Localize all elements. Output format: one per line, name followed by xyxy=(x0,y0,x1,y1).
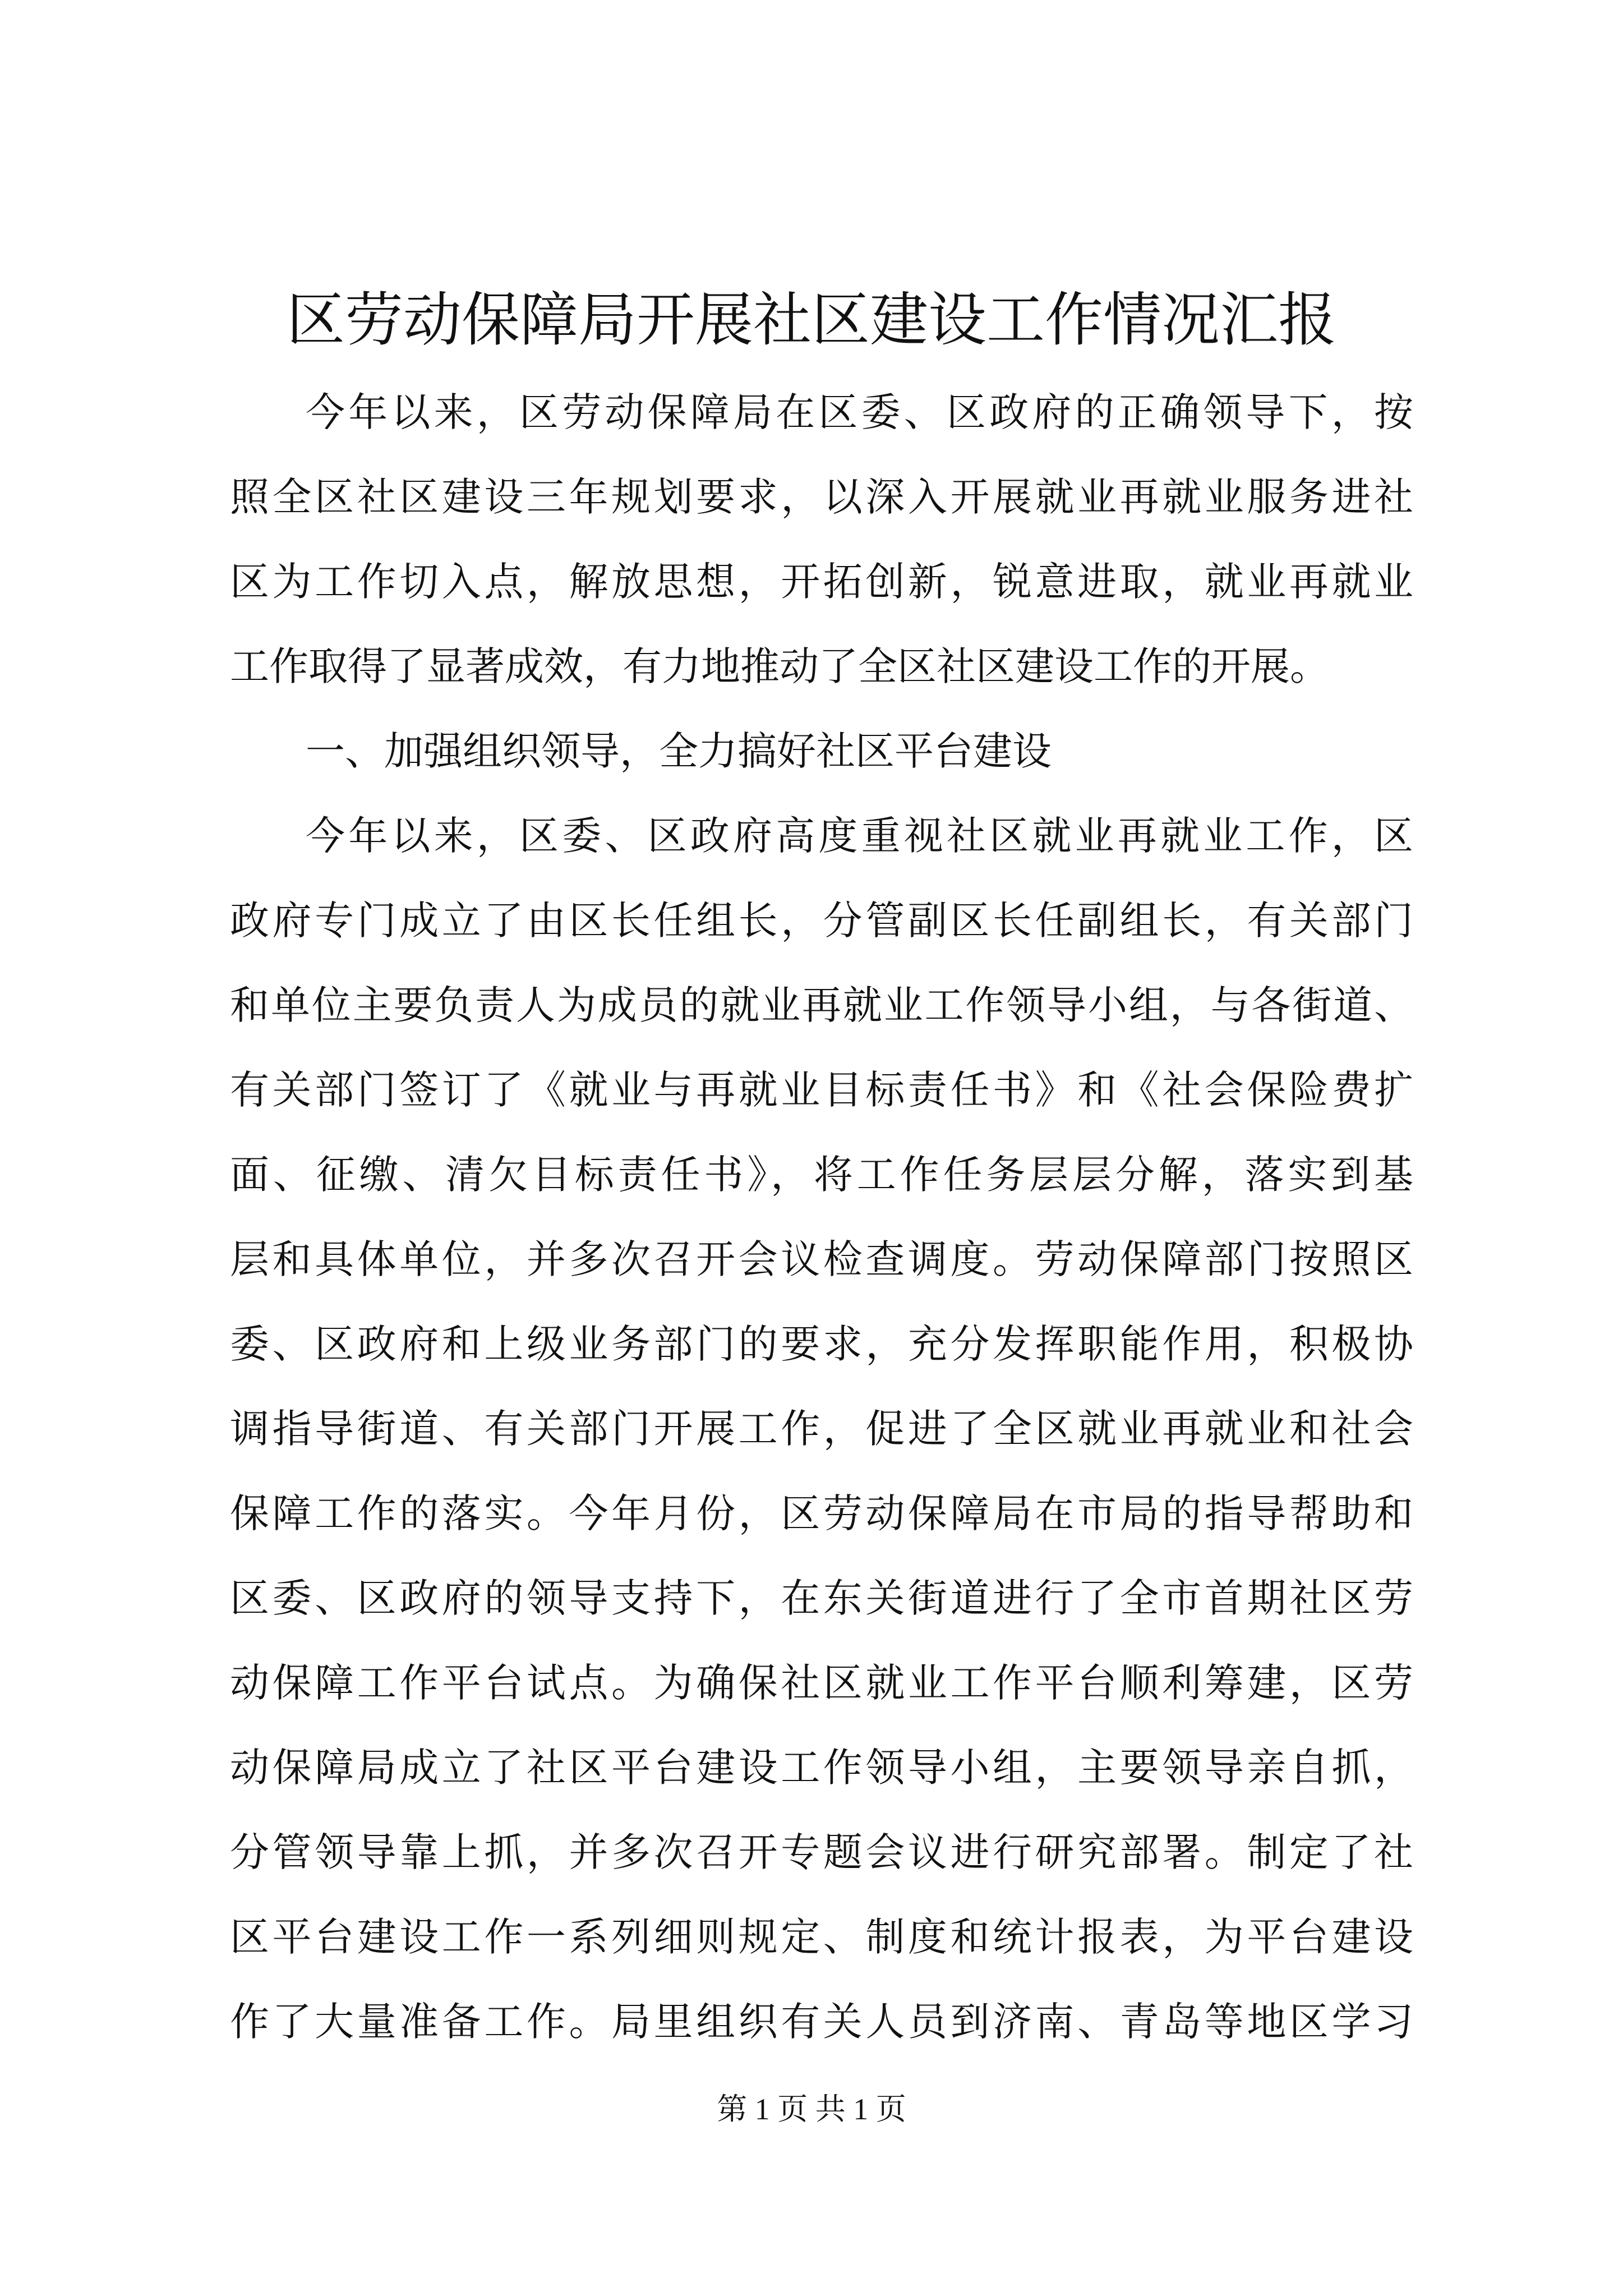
body-line: 今年以来，区劳动保障局在区委、区政府的正确领导下，按 xyxy=(306,389,1413,435)
body-line: 分管领导靠上抓，并多次召开专题会议进行研究部署。制定了社 xyxy=(230,1829,1413,1875)
body-line: 工作取得了显著成效，有力地推动了全区社区建设工作的开展。 xyxy=(230,643,1329,689)
body-line: 面、征缴、清欠目标责任书》，将工作任务层层分解，落实到基 xyxy=(230,1152,1413,1198)
body-line: 政府专门成立了由区长任组长，分管副区长任副组长，有关部门 xyxy=(230,898,1413,944)
body-line: 区为工作切入点，解放思想，开拓创新，锐意进取，就业再就业 xyxy=(230,559,1413,605)
body-line: 区平台建设工作一系列细则规定、制度和统计报表，为平台建设 xyxy=(230,1914,1413,1960)
body-line: 层和具体单位，并多次召开会议检查调度。劳动保障部门按照区 xyxy=(230,1236,1413,1282)
body-line: 和单位主要负责人为成员的就业再就业工作领导小组，与各街道、 xyxy=(230,982,1413,1028)
body-line: 今年以来，区委、区政府高度重视社区就业再就业工作，区 xyxy=(306,813,1413,859)
body-line: 动保障局成立了社区平台建设工作领导小组，主要领导亲自抓， xyxy=(230,1745,1413,1791)
body-line: 保障工作的落实。今年月份，区劳动保障局在市局的指导帮助和 xyxy=(230,1490,1413,1536)
body-line: 委、区政府和上级业务部门的要求，充分发挥职能作用，积极协 xyxy=(230,1321,1413,1367)
body-line: 作了大量准备工作。局里组织有关人员到济南、青岛等地区学习 xyxy=(230,1999,1413,2045)
page-footer: 第 1 页 共 1 页 xyxy=(717,2092,906,2126)
body-line: 区委、区政府的领导支持下，在东关街道进行了全市首期社区劳 xyxy=(230,1575,1413,1621)
section-heading: 一、加强组织领导，全力搞好社区平台建设 xyxy=(306,728,1052,774)
body-line: 调指导街道、有关部门开展工作，促进了全区就业再就业和社会 xyxy=(230,1406,1413,1452)
document-title: 区劳动保障局开展社区建设工作情况汇报 xyxy=(286,286,1336,354)
body-line: 动保障工作平台试点。为确保社区就业工作平台顺利筹建，区劳 xyxy=(230,1660,1413,1706)
body-line: 有关部门签订了《就业与再就业目标责任书》和《社会保险费扩 xyxy=(230,1067,1413,1113)
body-line: 照全区社区建设三年规划要求，以深入开展就业再就业服务进社 xyxy=(230,474,1413,520)
